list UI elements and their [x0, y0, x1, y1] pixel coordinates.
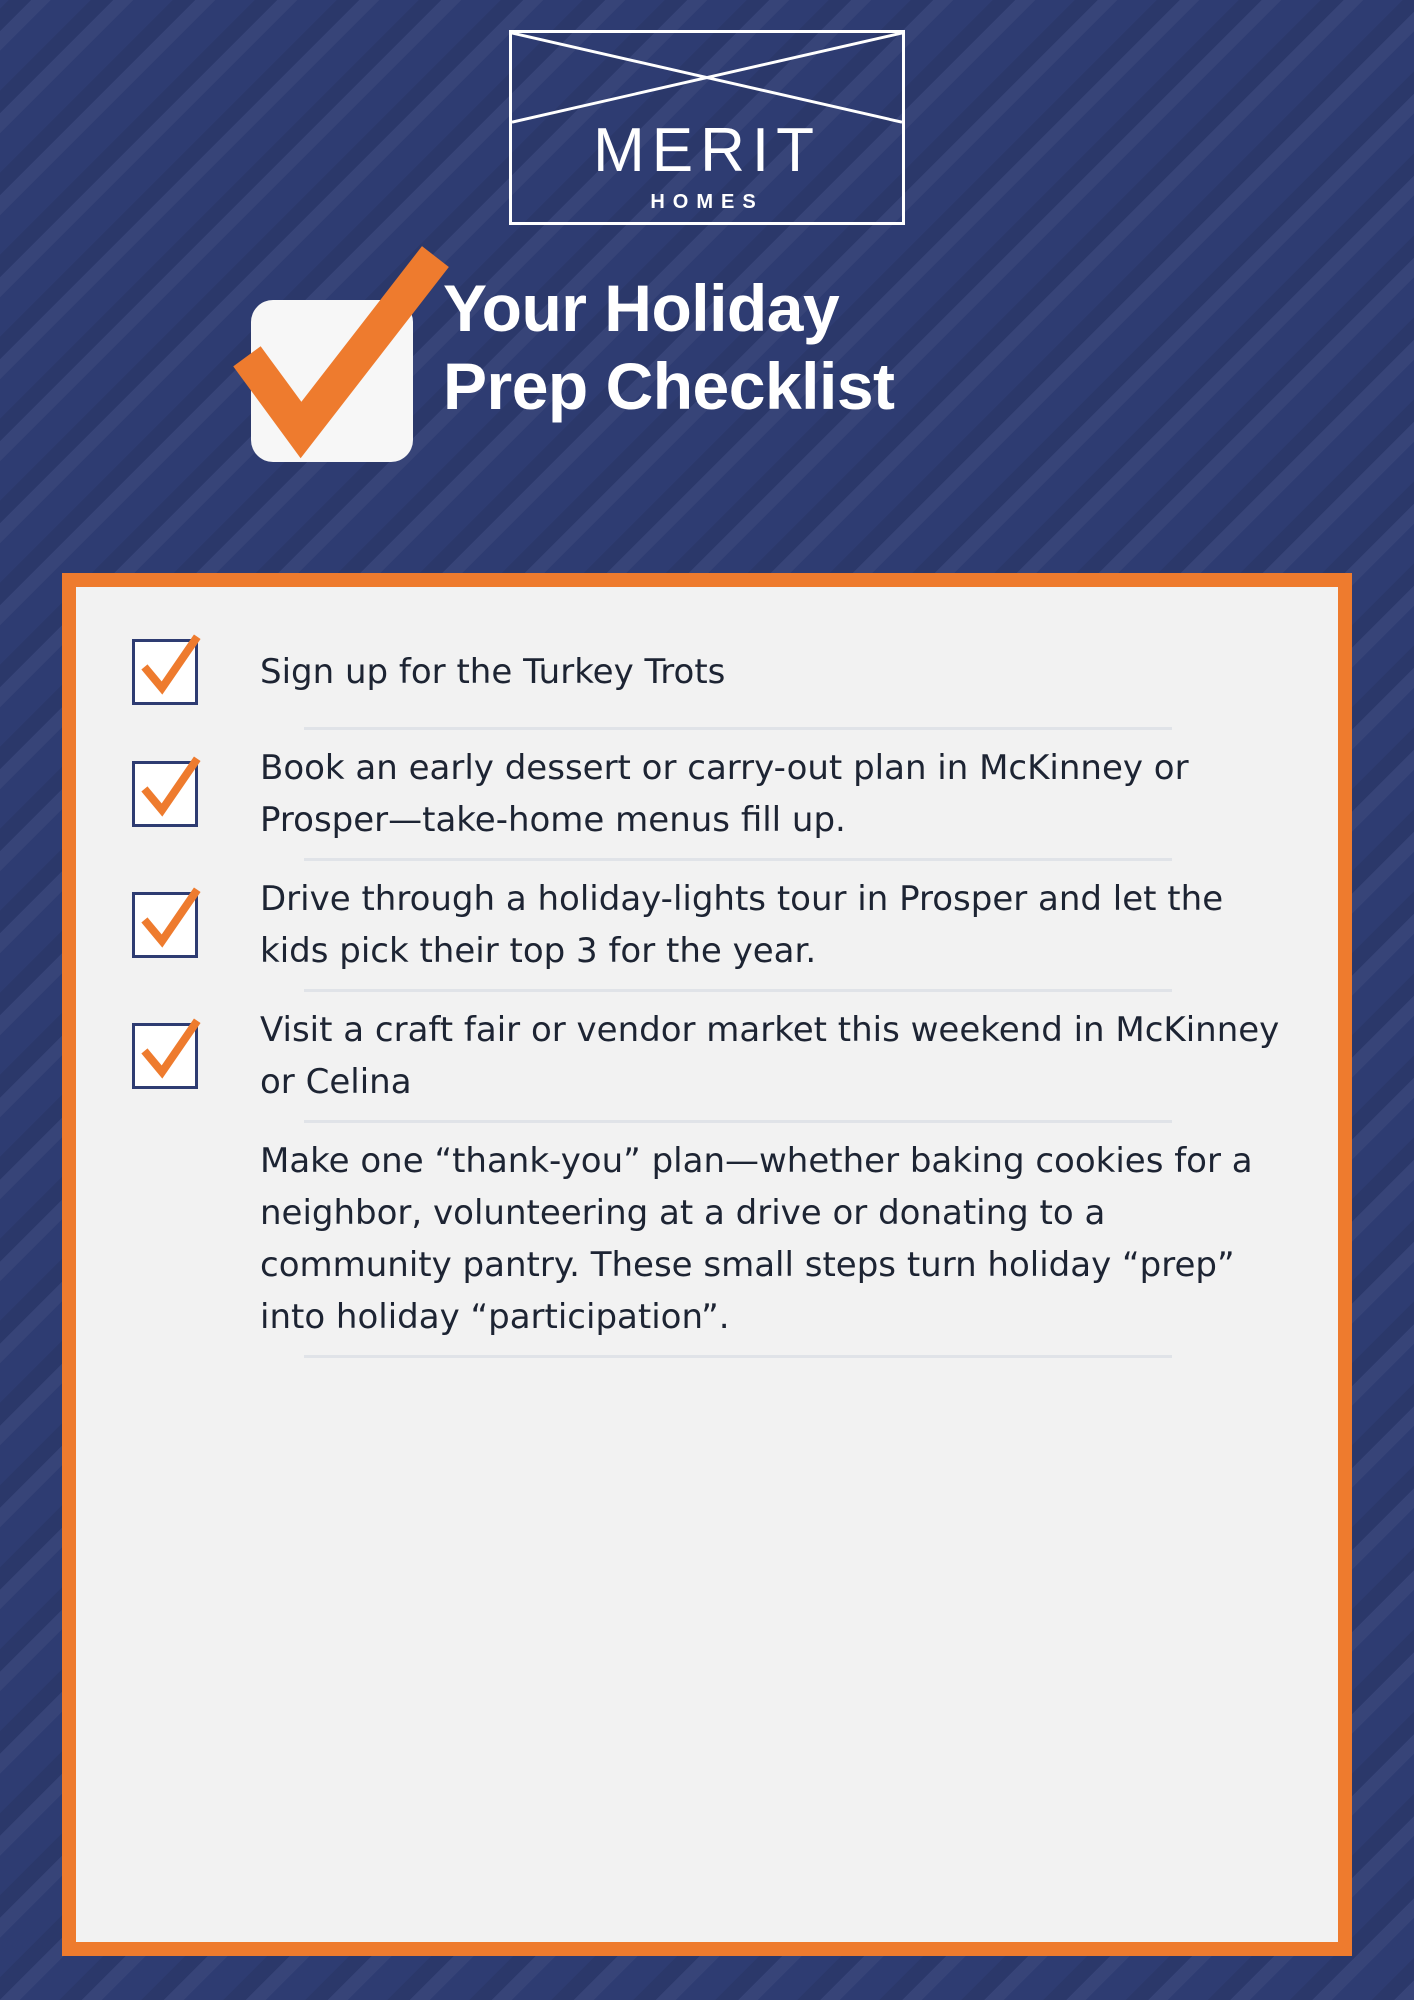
list-item-label: Make one “thank-you” plan—whether baking cookies for a neighbor, volunteering at a drive or donating to a community pantry. These small steps turn holiday “prep” into holiday “participation”. [260, 1141, 1253, 1338]
checklist-card [62, 573, 1352, 1956]
list-item-label: Visit a craft fair or vendor market this weekend in McKinney or Celina [260, 1010, 1280, 1103]
checkbox-icon[interactable] [132, 1023, 198, 1089]
logo-frame [509, 30, 905, 225]
list-item-label: Drive through a holiday-lights tour in Prosper and let the kids pick their top 3 for the year. [260, 879, 1224, 972]
list-item[interactable] [122, 1004, 1292, 1108]
page-title [443, 262, 1163, 426]
list-item[interactable] [122, 742, 1292, 846]
list-item-label: Sign up for the Turkey Trots [260, 651, 726, 692]
header-block [0, 262, 1414, 462]
orange-checkmark-icon [251, 300, 413, 462]
title-line-1: Your Holiday [443, 271, 840, 345]
checkbox-icon[interactable] [132, 892, 198, 958]
list-item[interactable] [122, 1135, 1292, 1343]
list-item-label: Book an early dessert or carry-out plan in McKinney or Prosper—take-home menus fill up. [260, 748, 1189, 841]
brand-logo [0, 30, 1414, 225]
list-item[interactable] [122, 629, 1292, 715]
divider [304, 1120, 1172, 1123]
brand-name: MERIT [593, 116, 821, 185]
checkbox-icon[interactable] [132, 639, 198, 705]
checklist-card-inner [76, 587, 1338, 1942]
divider [304, 727, 1172, 730]
brand-subtitle: HOMES [650, 191, 764, 213]
divider [304, 1355, 1172, 1358]
checkbox-icon[interactable] [132, 761, 198, 827]
title-line-2: Prep Checklist [443, 348, 895, 423]
divider [304, 858, 1172, 861]
list-item[interactable] [122, 873, 1292, 977]
divider [304, 989, 1172, 992]
